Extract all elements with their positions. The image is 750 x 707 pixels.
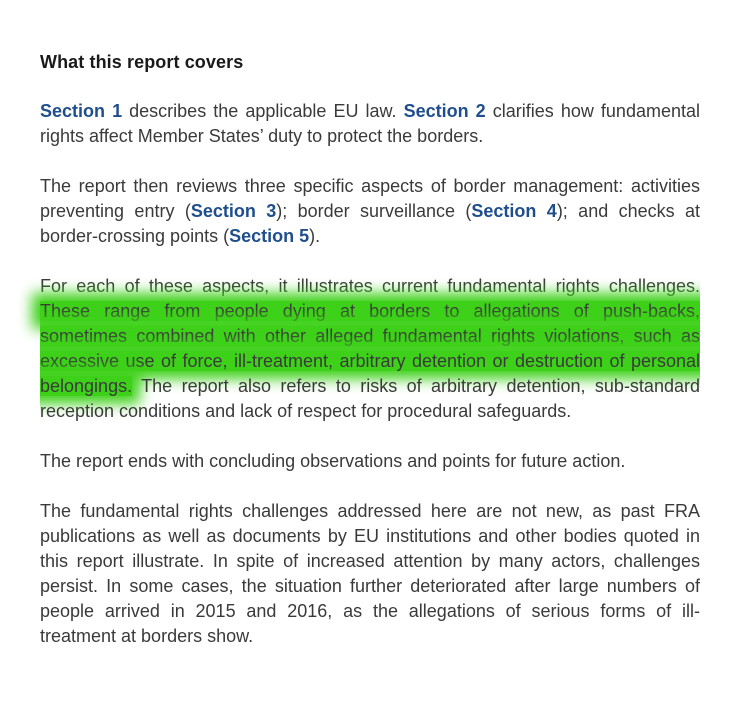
paragraph-challenges: [40, 274, 700, 424]
paragraph-text: describes the applicable EU law.: [122, 101, 404, 121]
paragraph-text: ); and checks at border-crossing points (: [40, 201, 700, 246]
paragraph-text: clarifies how fundamental rights affect Member States’ duty to protect the borders.: [40, 101, 700, 146]
section-2-link[interactable]: Section 2: [403, 101, 486, 121]
paragraph-text: The report also refers to risks of arbitrary detention, sub-standard reception conditions and lack of respect for procedural safeguards.: [40, 376, 700, 421]
section-5-link[interactable]: Section 5: [229, 226, 310, 246]
section-heading: What this report covers: [40, 52, 244, 72]
paragraph-context: The fundamental rights challenges addressed here are not new, as past FRA publications as well as documents by EU institutions and other bodies quoted in this report illustrate. In spite of increased attention by many actors, challenges persist. In some cases, the situation further deteriorated after large numbers of people arrived in 2015 and 2016, as the allegations of serious forms of ill-treatment at borders show.: [40, 501, 700, 646]
paragraph-text: ); border surveillance (: [276, 201, 472, 221]
highlighted-text[interactable]: These range from people dying at borders to allegations of push-backs, sometimes combined with other alleged fundamental rights violations, such as excessive use of force, ill-treatment, arbitrary detention or destruction of personal belongings.: [40, 301, 700, 396]
paragraph-aspects: [40, 174, 700, 249]
section-1-link[interactable]: Section 1: [40, 101, 123, 121]
paragraph-sections-1-2: [40, 99, 700, 149]
paragraph-conclusions: The report ends with concluding observations and points for future action.: [40, 451, 626, 471]
paragraph-text: ).: [309, 226, 321, 246]
paragraph-text: For each of these aspects, it illustrates current fundamental rights challenges.: [40, 276, 700, 296]
section-4-link[interactable]: Section 4: [471, 201, 557, 221]
paragraph-text: The report then reviews three specific aspects of border management: activities preventing entry (: [40, 176, 700, 221]
section-3-link[interactable]: Section 3: [190, 201, 277, 221]
document-page: [40, 52, 700, 674]
